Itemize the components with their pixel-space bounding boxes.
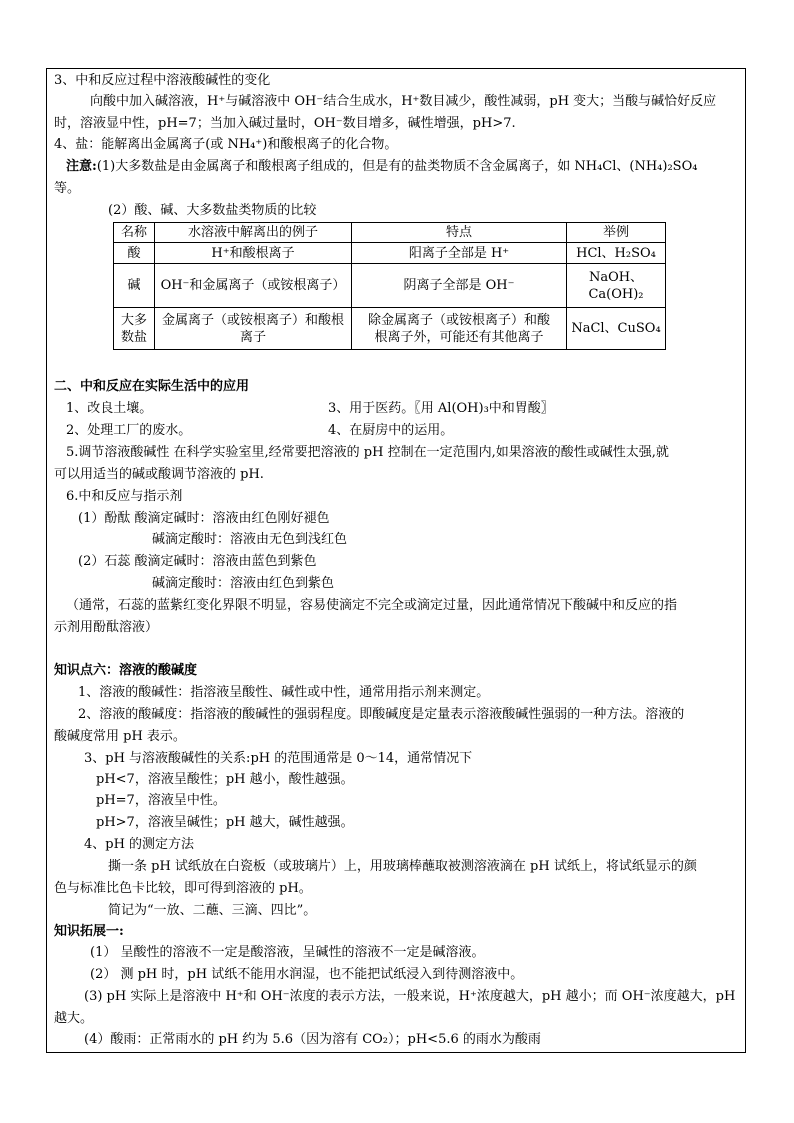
extension-item4: (4）酸雨：正常雨水的 pH 约为 5.6（因为溶有 CO₂）；pH<5.6 的雨水为酸雨 bbox=[84, 1032, 541, 1047]
table-header-cell: 举例 bbox=[567, 223, 666, 243]
table-cell: 大多 数盐 bbox=[114, 308, 155, 350]
application-2: 2、处理工厂的废水。 bbox=[66, 423, 192, 438]
extension-item2: (2） 测 pH 时，pH 试纸不能用水润湿，也不能把试纸浸入到待测溶液中。 bbox=[90, 967, 524, 982]
table-cell: 金属离子（或铵根离子）和酸根 离子 bbox=[155, 308, 352, 350]
indicator-litmus-line2: 碱滴定酸时：溶液由红色到紫色 bbox=[152, 576, 335, 591]
ph-neutral: pH=7，溶液呈中性。 bbox=[96, 793, 226, 808]
section-3-title: 3、中和反应过程中溶液酸碱性的变化 bbox=[54, 73, 271, 88]
section-3-para-line2: 时，溶液显中性，pH=7；当加入碱过量时，OH⁻数目增多，碱性增强，pH>7. bbox=[54, 116, 516, 131]
table-header-cell: 水溶液中解离出的例子 bbox=[155, 223, 352, 243]
ph-acidic: pH<7，溶液呈酸性；pH 越小，酸性越强。 bbox=[96, 772, 354, 787]
knowledge-6-item1: 1、溶液的酸碱性：指溶液呈酸性、碱性或中性，通常用指示剂来测定。 bbox=[78, 685, 490, 700]
ph-method-summary: 简记为“一放、二蘸、三滴、四比”。 bbox=[108, 903, 317, 918]
table-row bbox=[114, 264, 666, 308]
ph-method-line1: 撕一条 pH 试纸放在白瓷板（或玻璃片）上，用玻璃棒蘸取被测溶液滴在 pH 试纸上，将试纸显示的颜 bbox=[108, 859, 697, 874]
indicator-note-line1: （通常，石蕊的蓝紫红变化界限不明显，容易使滴定不完全或滴定过量，因此通常情况下酸碱中和反应的指 bbox=[66, 598, 678, 613]
application-3: 3、用于医药。〖用 Al(OH)₃中和胃酸〗 bbox=[328, 401, 554, 416]
knowledge-6-item3: 3、pH 与溶液酸碱性的关系:pH 的范围通常是 0～14，通常情况下 bbox=[84, 751, 473, 766]
table-cell: OH⁻和金属离子（或铵根离子） bbox=[155, 264, 352, 308]
knowledge-6-title: 知识点六：溶液的酸碱度 bbox=[54, 663, 198, 678]
extension-item3-line2: 越大。 bbox=[54, 1011, 94, 1026]
section-3-para-line1: 向酸中加入碱溶液，H⁺与碱溶液中 OH⁻结合生成水，H⁺数目减少，酸性减弱，pH 变大；当酸与碱恰好反应 bbox=[90, 94, 717, 109]
table-cell: NaCl、CuSO₄ bbox=[567, 308, 666, 350]
table-header-row bbox=[114, 223, 666, 243]
table-row bbox=[114, 243, 666, 264]
indicator-note-line2: 示剂用酚酞溶液） bbox=[54, 620, 159, 635]
note-line2: 等。 bbox=[54, 181, 81, 196]
application-1: 1、改良土壤。 bbox=[66, 401, 153, 416]
note-label: 注意: bbox=[66, 159, 97, 174]
knowledge-6-item2-line1: 2、溶液的酸碱度：指溶液的酸碱性的强弱程度。即酸碱度是定量表示溶液酸碱性强弱的一种方法。溶液的 bbox=[78, 707, 685, 722]
table-cell: 阳离子全部是 H⁺ bbox=[352, 243, 567, 264]
table-header-cell: 特点 bbox=[352, 223, 567, 243]
section-4-title: 4、盐：能解离出金属离子(或 NH₄⁺)和酸根离子的化合物。 bbox=[54, 137, 398, 152]
note-text: (1)大多数盐是由金属离子和酸根离子组成的，但是有的盐类物质不含金属离子，如 NH₄Cl、(NH₄)₂SO₄ bbox=[96, 159, 698, 174]
extension-item1: (1） 呈酸性的溶液不一定是酸溶液，呈碱性的溶液不一定是碱溶液。 bbox=[90, 945, 485, 960]
table-row bbox=[114, 308, 666, 350]
ph-basic: pH>7，溶液呈碱性；pH 越大，碱性越强。 bbox=[96, 815, 354, 830]
indicator-phenolphthalein: (1）酚酞 酸滴定碱时：溶液由红色刚好褪色 bbox=[78, 511, 330, 526]
knowledge-6-item2-line2: 酸碱度常用 pH 表示。 bbox=[54, 729, 186, 744]
extension-item3-line1: (3) pH 实际上是溶液中 H⁺和 OH⁻浓度的表示方法，一般来说，H⁺浓度越大，pH 越小；而 OH⁻浓度越大，pH bbox=[84, 989, 736, 1004]
extension-title: 知识拓展一: bbox=[54, 924, 124, 939]
ph-method-line2: 色与标准比色卡比较，即可得到溶液的 pH。 bbox=[54, 881, 312, 896]
application-5-line2: 可以用适当的碱或酸调节溶液的 pH. bbox=[54, 467, 264, 482]
note-line1 bbox=[66, 158, 697, 176]
application-6: 6.中和反应与指示剂 bbox=[66, 489, 183, 504]
application-5-line1: 5.调节溶液酸碱性 在科学实验室里,经常要把溶液的 pH 控制在一定范围内,如果溶液的酸性或碱性太强,就 bbox=[66, 445, 669, 460]
section-2-title: 二、中和反应在实际生活中的应用 bbox=[54, 379, 250, 394]
table-cell: NaOH、 Ca(OH)₂ bbox=[567, 264, 666, 308]
application-4: 4、在厨房中的运用。 bbox=[328, 423, 454, 438]
comparison-table bbox=[113, 222, 666, 350]
table-cell: 碱 bbox=[114, 264, 155, 308]
table-cell: HCl、H₂SO₄ bbox=[567, 243, 666, 264]
table-cell: 阴离子全部是 OH⁻ bbox=[352, 264, 567, 308]
compare-title: (2）酸、碱、大多数盐类物质的比较 bbox=[108, 203, 317, 218]
knowledge-6-item4: 4、pH 的测定方法 bbox=[84, 837, 195, 852]
table-header-cell: 名称 bbox=[114, 223, 155, 243]
indicator-litmus: (2）石蕊 酸滴定碱时：溶液由蓝色到紫色 bbox=[78, 554, 317, 569]
table-cell: 酸 bbox=[114, 243, 155, 264]
table-cell: 除金属离子（或铵根离子）和酸 根离子外，可能还有其他离子 bbox=[352, 308, 567, 350]
indicator-phenolphthalein-line2: 碱滴定酸时：溶液由无色到浅红色 bbox=[152, 532, 348, 547]
table-cell: H⁺和酸根离子 bbox=[155, 243, 352, 264]
